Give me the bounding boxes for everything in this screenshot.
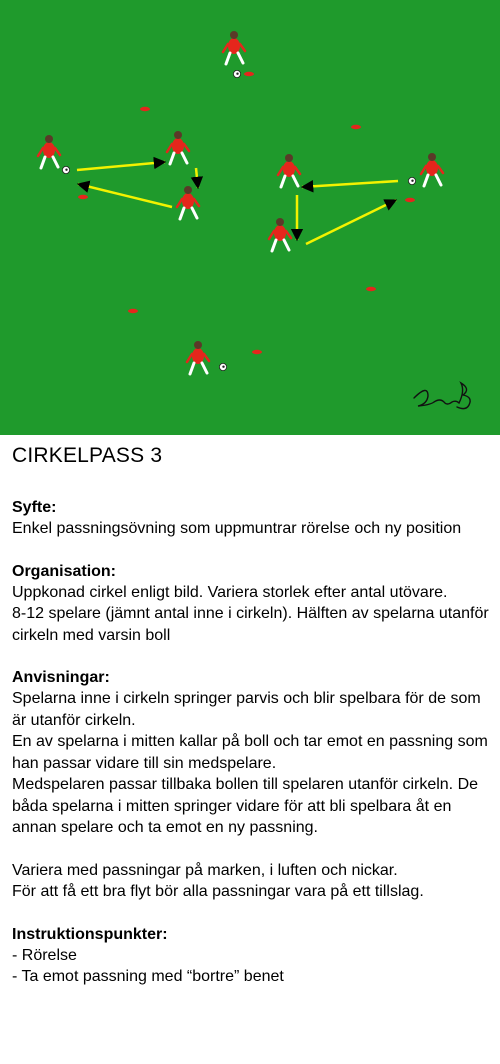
section-text: För att få ett bra flyt bör alla passningar vara på ett tillslag. [12,883,424,900]
section-text: 8-12 spelare (jämnt antal inne i cirkeln). Hälften av spelarna utanför cirkeln med varsin boll [12,605,489,644]
drill-title: CIRKELPASS 3 [12,444,163,467]
ball [408,177,415,184]
player [187,341,209,374]
section-heading: Syfte: [12,499,57,516]
section-text: Medspelaren passar tillbaka bollen till spelaren utanför cirkeln. De båda spelarna i mitten springer vidare för att bli spelbara åt en annan spelare och ta emot en ny passning. [12,776,479,836]
section-organisation [12,562,496,647]
ball [219,363,226,370]
cone [366,287,376,291]
section-text: En av spelarna i mitten kallar på boll och tar emot en passning som han passar vidare till sin medspelare. [12,733,488,772]
player [223,31,245,64]
section-heading: Organisation: [12,562,117,580]
section-text: Spelarna inne i cirkeln springer parvis och blir spelbara för de som är utanför cirkeln. [12,690,481,729]
player [278,154,300,187]
player [177,186,199,219]
player [38,135,60,168]
cone [244,72,254,76]
section-syfte [12,498,496,540]
cone [252,350,262,354]
balls [62,70,415,370]
cone [351,125,361,129]
cone [405,198,415,202]
cone [78,195,88,199]
spacer [12,839,496,860]
ball [62,166,69,173]
section-text: Enkel passningsövning som uppmuntrar rörelse och ny position [12,520,462,537]
drill-diagram [0,0,500,435]
section-text: Variera med passningar på marken, i luften och nickar. [12,861,398,879]
section-heading: Anvisningar: [12,669,110,686]
player [167,131,189,164]
list-item: - Rörelse [12,946,77,964]
section-text: Uppkonad cirkel enligt bild. Variera storlek efter antal utövare. [12,583,448,601]
cone [128,309,138,313]
ball [233,70,240,77]
signature-image [414,383,470,409]
section-anvisningar [12,668,496,903]
pass-arrow [78,184,172,207]
cone [140,107,150,111]
players [38,31,443,374]
pitch-svg [0,0,500,435]
list-item: - Ta emot passning med “bortre” benet [12,968,284,985]
pass-arrow [302,181,398,187]
player [421,153,443,186]
section-instruktionspunkter [12,925,496,988]
section-heading: Instruktionspunkter: [12,925,168,943]
cone-markers [78,72,415,354]
pass-arrow [196,168,198,188]
pass-arrows [77,162,398,244]
pass-arrow [77,162,165,170]
pass-arrow [306,200,396,244]
player [269,218,291,251]
drill-description [12,444,496,1010]
